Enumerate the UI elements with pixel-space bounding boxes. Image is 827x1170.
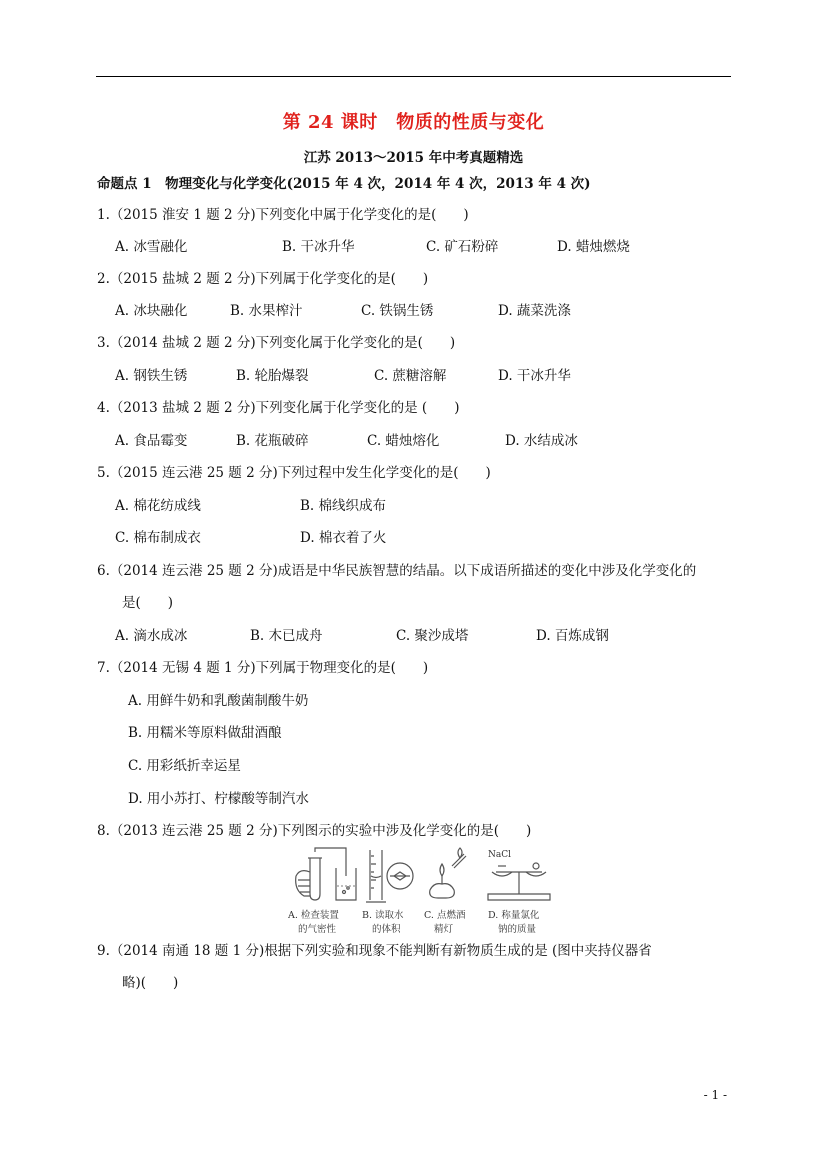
question-stem: 4.（2013 盐城 2 题 2 分)下列变化属于化学变化的是 ( ) <box>97 400 460 416</box>
option: D. 干冰升华 <box>498 368 571 384</box>
option: C. 蜡烛熔化 <box>367 433 440 449</box>
figure-caption: D. 称量氯化 <box>488 910 540 921</box>
page-subtitle: 江苏 2013～2015 年中考真题精选 <box>303 150 524 166</box>
question-stem-continued: 是( ) <box>122 595 174 611</box>
option: C. 矿石粉碎 <box>426 239 499 255</box>
experiment-figure <box>288 846 564 938</box>
option: C. 蔗糖溶解 <box>374 368 447 384</box>
option: A. 棉花纺成线 <box>115 498 201 514</box>
question-stem: 2.（2015 盐城 2 题 2 分)下列属于化学变化的是( ) <box>97 271 429 287</box>
figure-caption: 的气密性 <box>298 924 337 935</box>
option: A. 冰块融化 <box>115 303 188 319</box>
option: B. 用糯米等原料做甜酒酿 <box>128 725 282 741</box>
option: B. 棉线织成布 <box>300 498 387 514</box>
question-stem: 1.（2015 淮安 1 题 2 分)下列变化中属于化学变化的是( ) <box>97 207 469 223</box>
option: D. 蔬菜洗涤 <box>498 303 571 319</box>
option: D. 百炼成钢 <box>536 628 609 644</box>
option: A. 滴水成冰 <box>115 628 188 644</box>
figure-caption: C. 点燃酒 <box>424 910 466 921</box>
option: B. 轮胎爆裂 <box>236 368 309 384</box>
option: A. 用鲜牛奶和乳酸菌制酸牛奶 <box>128 693 309 709</box>
question-stem: 6.（2014 连云港 25 题 2 分)成语是中华民族智慧的结晶。以下成语所描述的变化中涉及化学变化的 <box>97 563 697 579</box>
question-stem: 3.（2014 盐城 2 题 2 分)下列变化属于化学变化的是( ) <box>97 335 456 351</box>
figure-caption: 的体积 <box>372 924 401 935</box>
option: C. 聚沙成塔 <box>396 628 469 644</box>
figure-caption: A. 检查装置 <box>288 910 339 921</box>
option: C. 棉布制成衣 <box>115 530 201 546</box>
option: A. 钢铁生锈 <box>115 368 188 384</box>
question-stem: 7.（2014 无锡 4 题 1 分)下列属于物理变化的是( ) <box>97 660 429 676</box>
option: B. 干冰升华 <box>282 239 355 255</box>
nacl-label: NaCl <box>488 850 512 860</box>
figure-caption: 精灯 <box>434 924 454 935</box>
option: D. 棉衣着了火 <box>300 530 387 546</box>
question-stem: 5.（2015 连云港 25 题 2 分)下列过程中发生化学变化的是( ) <box>97 465 491 481</box>
page-title: 第 24 课时 物质的性质与变化 <box>282 112 545 133</box>
question-stem: 9.（2014 南通 18 题 1 分)根据下列实验和现象不能判断有新物质生成的是 (图中夹持仪器省 <box>97 943 652 959</box>
option: A. 食品霉变 <box>115 433 188 449</box>
option: D. 水结成冰 <box>505 433 578 449</box>
option: C. 铁锅生锈 <box>361 303 434 319</box>
question-stem: 8.（2013 连云港 25 题 2 分)下列图示的实验中涉及化学变化的是( ) <box>97 823 532 839</box>
page-number: - 1 - <box>703 1088 727 1102</box>
topic-heading: 命题点 1 物理变化与化学变化(2015 年 4 次，2014 年 4 次，2013 年 4 次) <box>97 176 591 192</box>
figure-caption: B. 读取水 <box>362 910 404 921</box>
option: B. 木已成舟 <box>250 628 323 644</box>
question-stem-continued: 略)( ) <box>122 975 179 991</box>
option: B. 水果榨汁 <box>230 303 303 319</box>
option: D. 用小苏打、柠檬酸等制汽水 <box>128 791 309 807</box>
option: A. 冰雪融化 <box>115 239 188 255</box>
option: C. 用彩纸折幸运星 <box>128 758 241 774</box>
figure-caption: 钠的质量 <box>498 924 537 935</box>
option: B. 花瓶破碎 <box>236 433 309 449</box>
header-rule <box>96 76 731 77</box>
option: D. 蜡烛燃烧 <box>557 239 630 255</box>
